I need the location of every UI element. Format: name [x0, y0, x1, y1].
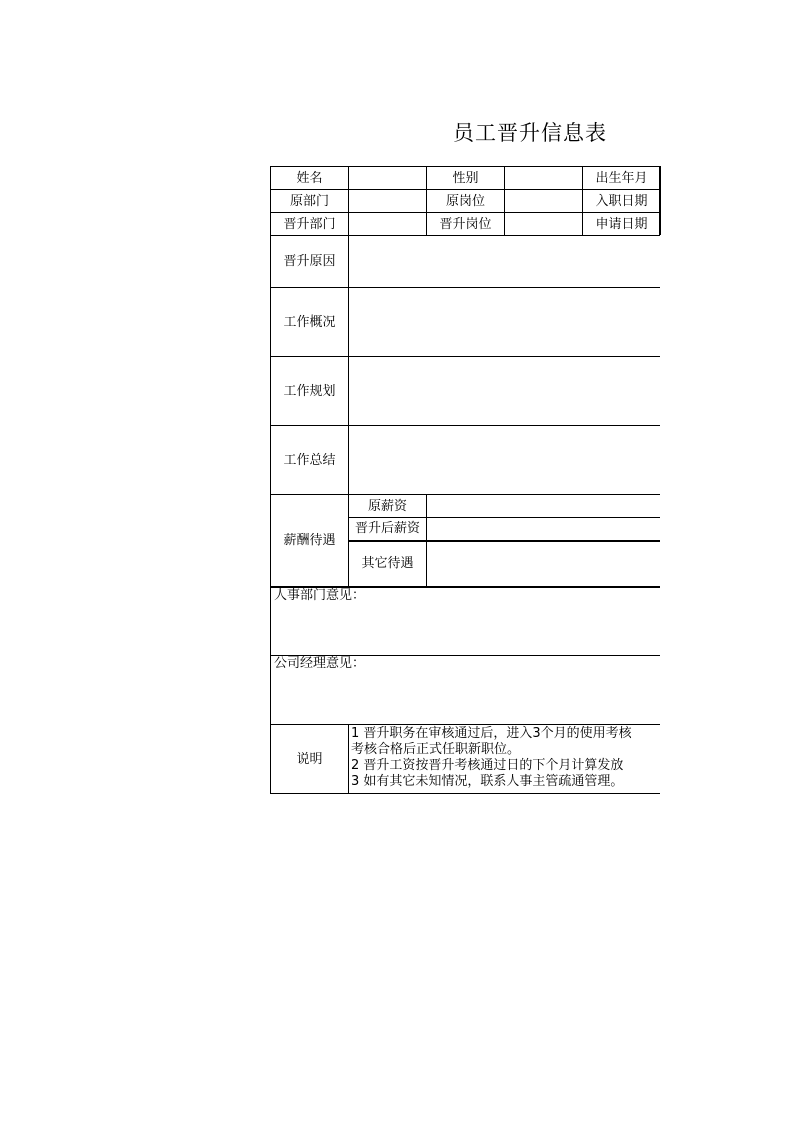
- overview-label: 工作概况: [271, 288, 349, 357]
- summary-value[interactable]: [349, 426, 661, 495]
- reason-label: 晋升原因: [271, 236, 349, 288]
- row-plan: [271, 357, 661, 426]
- orig-post-value[interactable]: [505, 190, 583, 213]
- name-value[interactable]: [349, 167, 427, 190]
- notes-content: [349, 725, 661, 794]
- gender-value[interactable]: [505, 167, 583, 190]
- orig-dept-label: 原部门: [271, 190, 349, 213]
- new-post-value[interactable]: [505, 213, 583, 236]
- birth-label: 出生年月: [583, 167, 661, 190]
- new-dept-value[interactable]: [349, 213, 427, 236]
- row-basic-2: [271, 190, 661, 213]
- note-line-2: 2 晋升工资按晋升考核通过日的下个月计算发放: [351, 758, 624, 773]
- note-line-1: 1 晋升职务在审核通过后，进入3个月的使用考核: [351, 726, 632, 741]
- plan-label: 工作规划: [271, 357, 349, 426]
- row-summary: [271, 426, 661, 495]
- plan-value[interactable]: [349, 357, 661, 426]
- header-right-border: [659, 166, 661, 235]
- row-basic-3: [271, 213, 661, 236]
- apply-date-label: 申请日期: [583, 213, 661, 236]
- salary-label: 薪酬待遇: [271, 495, 349, 587]
- overview-value[interactable]: [349, 288, 661, 357]
- row-hr-opinion: [271, 587, 661, 656]
- notes-label: 说明: [271, 725, 349, 794]
- promotion-form-table: [270, 166, 660, 794]
- manager-opinion[interactable]: 公司经理意见：: [271, 656, 661, 725]
- orig-dept-value[interactable]: [349, 190, 427, 213]
- name-label: 姓名: [271, 167, 349, 190]
- hire-date-label: 入职日期: [583, 190, 661, 213]
- gender-label: 性别: [427, 167, 505, 190]
- hr-opinion[interactable]: 人事部门意见：: [271, 587, 661, 656]
- row-notes: [271, 725, 661, 794]
- salary-after-value[interactable]: [427, 518, 661, 541]
- reason-value[interactable]: [349, 236, 661, 288]
- orig-post-label: 原岗位: [427, 190, 505, 213]
- note-line-1b: 考核合格后正式任职新职位。: [351, 742, 521, 757]
- salary-other-label: 其它待遇: [349, 541, 427, 587]
- new-dept-label: 晋升部门: [271, 213, 349, 236]
- salary-after-label: 晋升后薪资: [349, 518, 427, 541]
- row-overview: [271, 288, 661, 357]
- row-reason: [271, 236, 661, 288]
- promotion-form-table-container: [270, 166, 660, 794]
- row-basic-1: [271, 167, 661, 190]
- salary-original-label: 原薪资: [349, 495, 427, 518]
- form-title: 员工晋升信息表: [453, 121, 607, 145]
- new-post-label: 晋升岗位: [427, 213, 505, 236]
- row-manager-opinion: [271, 656, 661, 725]
- summary-label: 工作总结: [271, 426, 349, 495]
- row-salary-original: [271, 495, 661, 518]
- note-line-3: 3 如有其它未知情况，联系人事主管疏通管理。: [351, 774, 624, 789]
- salary-other-value[interactable]: [427, 541, 661, 587]
- salary-original-value[interactable]: [427, 495, 661, 518]
